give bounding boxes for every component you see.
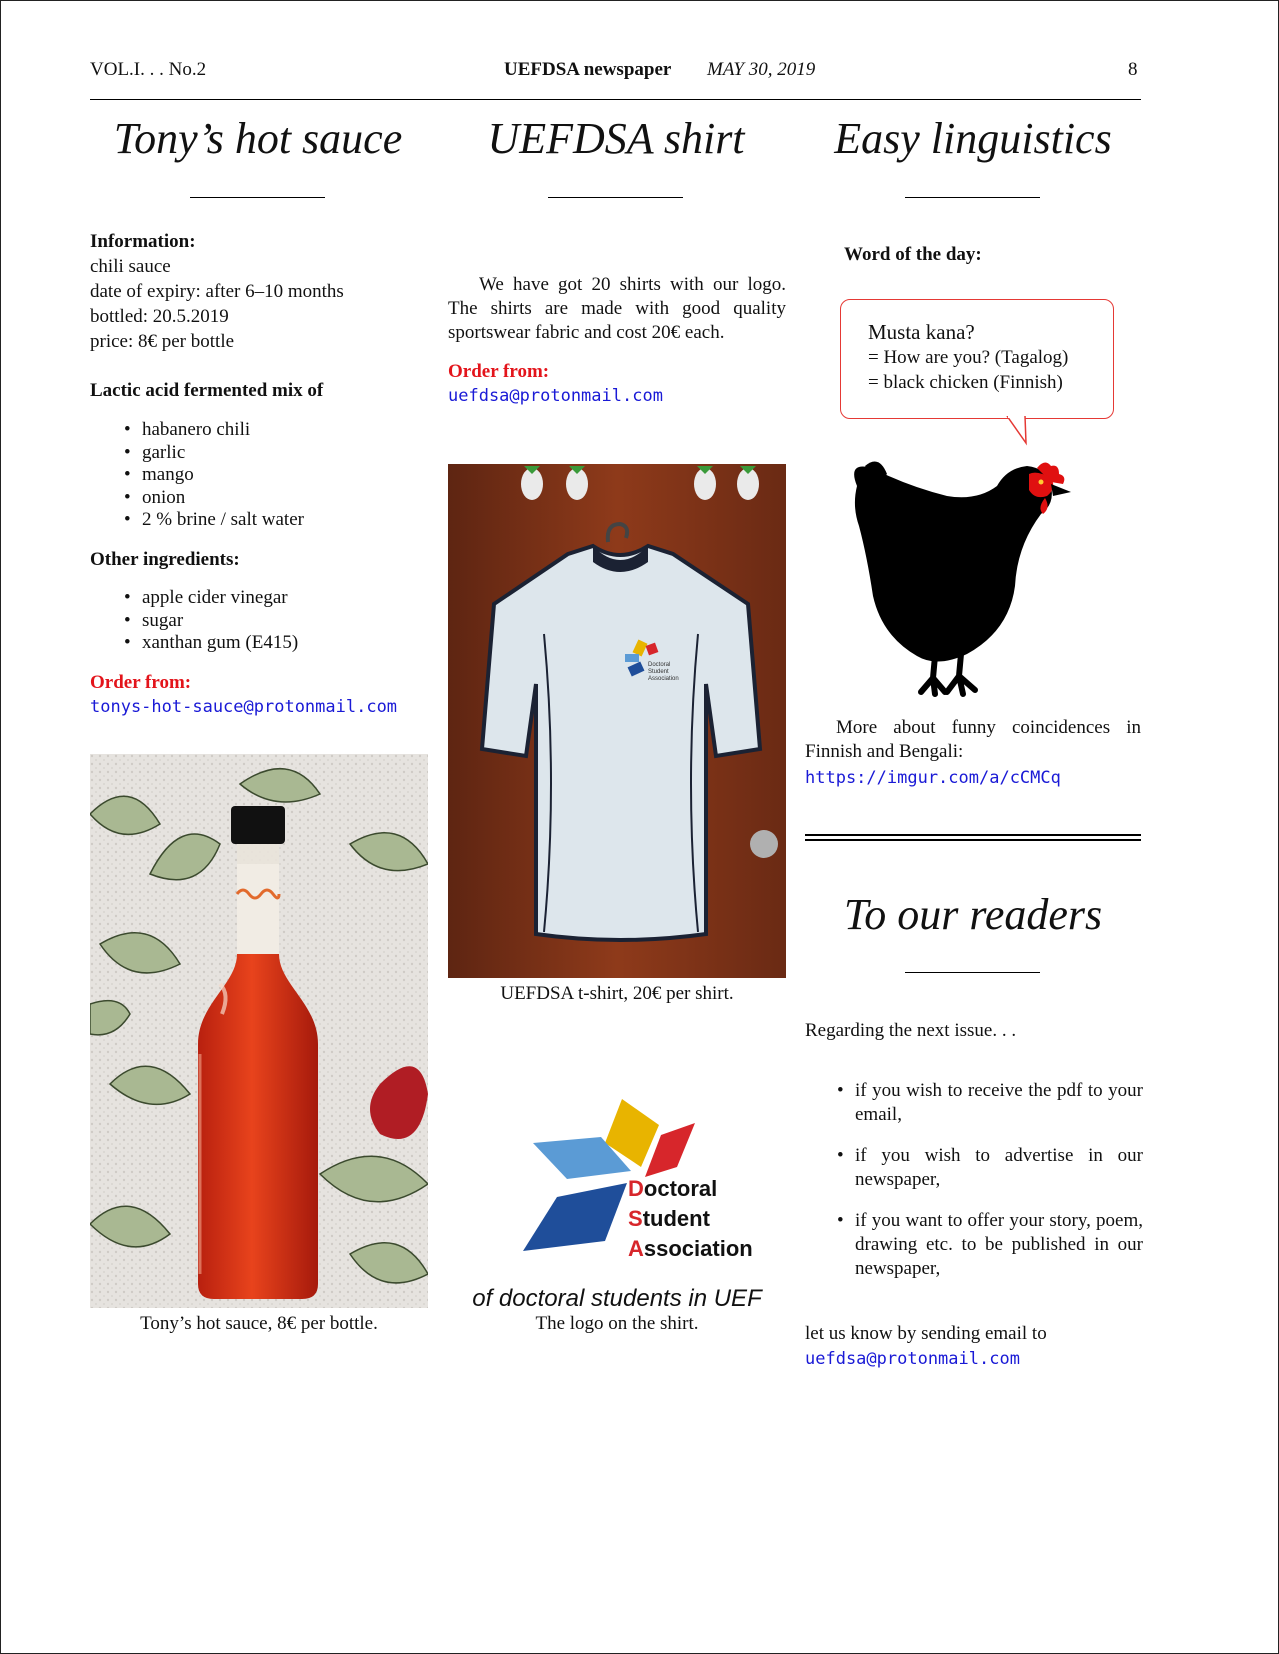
bubble-word: Musta kana? bbox=[868, 320, 975, 344]
shirt-email-link[interactable]: uefdsa@protonmail.com bbox=[448, 386, 663, 406]
order-label: Order from: bbox=[90, 672, 192, 693]
logo-word: Association bbox=[628, 1236, 753, 1261]
svg-text:Doctoral: Doctoral bbox=[648, 662, 671, 668]
hot-sauce-photo bbox=[90, 754, 428, 1308]
svg-text:Association: Association bbox=[648, 676, 679, 682]
list-item: • onion bbox=[124, 487, 304, 510]
order-label: Order from: bbox=[448, 361, 550, 382]
list-item: • 2 % brine / salt water bbox=[124, 509, 304, 532]
title-rule bbox=[190, 197, 325, 198]
title-rule bbox=[905, 197, 1040, 198]
linguistics-title: Easy linguistics bbox=[834, 114, 1112, 163]
list-item: • sugar bbox=[124, 610, 298, 633]
logo-word: Doctoral bbox=[628, 1176, 718, 1201]
info-line: bottled: 20.5.2019 bbox=[90, 306, 229, 327]
paper-name: UEFDSA newspaper bbox=[504, 59, 672, 80]
shirt-title: UEFDSA shirt bbox=[487, 114, 745, 163]
shirt-caption: UEFDSA t-shirt, 20€ per shirt. bbox=[500, 983, 734, 1004]
bubble-tail bbox=[1006, 416, 1046, 446]
readers-title: To our readers bbox=[843, 890, 1103, 939]
imgur-link[interactable]: https://imgur.com/a/cCMCq bbox=[805, 768, 1061, 788]
bubble-translation: = How are you? (Tagalog) bbox=[868, 347, 1069, 368]
readers-email-link[interactable]: uefdsa@protonmail.com bbox=[805, 1349, 1020, 1369]
logo-caption: The logo on the shirt. bbox=[535, 1313, 699, 1334]
section-divider bbox=[805, 839, 1141, 841]
shirt-photo bbox=[448, 464, 786, 978]
shirt-intro: We have got 20 shirts with our logo. The shirts are made with good quality sportswear fabric and cost 20€ each. bbox=[448, 274, 786, 343]
list-item: • if you wish to advertise in our newspaper, bbox=[837, 1144, 1143, 1192]
mix-heading: Lactic acid fermented mix of bbox=[90, 380, 324, 401]
readers-outro: let us know by sending email to bbox=[805, 1323, 1047, 1344]
list-item: • apple cider vinegar bbox=[124, 587, 298, 610]
svg-text:Student: Student bbox=[648, 669, 669, 675]
hot-sauce-email-link[interactable]: tonys-hot-sauce@protonmail.com bbox=[90, 697, 398, 717]
section-divider bbox=[805, 834, 1141, 836]
hot-sauce-title: Tony’s hot sauce bbox=[113, 114, 403, 163]
other-heading: Other ingredients: bbox=[90, 549, 240, 570]
title-rule bbox=[905, 972, 1040, 973]
info-heading: Information: bbox=[90, 231, 196, 252]
logo-darkblue-shape bbox=[523, 1183, 627, 1251]
speech-bubble bbox=[840, 299, 1114, 419]
mix-list bbox=[124, 419, 304, 532]
dsa-logo bbox=[521, 1097, 771, 1261]
info-line: price: 8€ per bottle bbox=[90, 331, 235, 352]
list-item: • if you want to offer your story, poem, drawing etc. to be published in our newspaper, bbox=[837, 1209, 1143, 1281]
logo-word: Student bbox=[628, 1206, 710, 1231]
list-item: • garlic bbox=[124, 442, 304, 465]
volume-label: VOL.I. . . No.2 bbox=[90, 59, 207, 80]
info-line: date of expiry: after 6–10 months bbox=[90, 281, 344, 302]
page-number: 8 bbox=[1128, 59, 1138, 80]
other-list bbox=[124, 587, 298, 655]
logo-tagline: of doctoral students in UEF bbox=[472, 1285, 762, 1312]
readers-intro: Regarding the next issue. . . bbox=[805, 1020, 1017, 1041]
issue-date: MAY 30, 2019 bbox=[707, 59, 816, 80]
readers-list bbox=[837, 1079, 1143, 1298]
hot-sauce-caption: Tony’s hot sauce, 8€ per bottle. bbox=[140, 1313, 378, 1334]
list-item: • xanthan gum (E415) bbox=[124, 632, 298, 655]
title-rule bbox=[548, 197, 683, 198]
list-item: • if you wish to receive the pdf to your email, bbox=[837, 1079, 1143, 1127]
word-heading: Word of the day: bbox=[844, 244, 982, 265]
chicken-icon bbox=[837, 456, 1097, 706]
more-text: More about funny coincidences in Finnish and Bengali: bbox=[805, 717, 1141, 762]
info-line: chili sauce bbox=[90, 256, 171, 277]
list-item: • mango bbox=[124, 464, 304, 487]
header-rule bbox=[90, 99, 1141, 100]
list-item: • habanero chili bbox=[124, 419, 304, 442]
bubble-translation: = black chicken (Finnish) bbox=[868, 372, 1063, 393]
